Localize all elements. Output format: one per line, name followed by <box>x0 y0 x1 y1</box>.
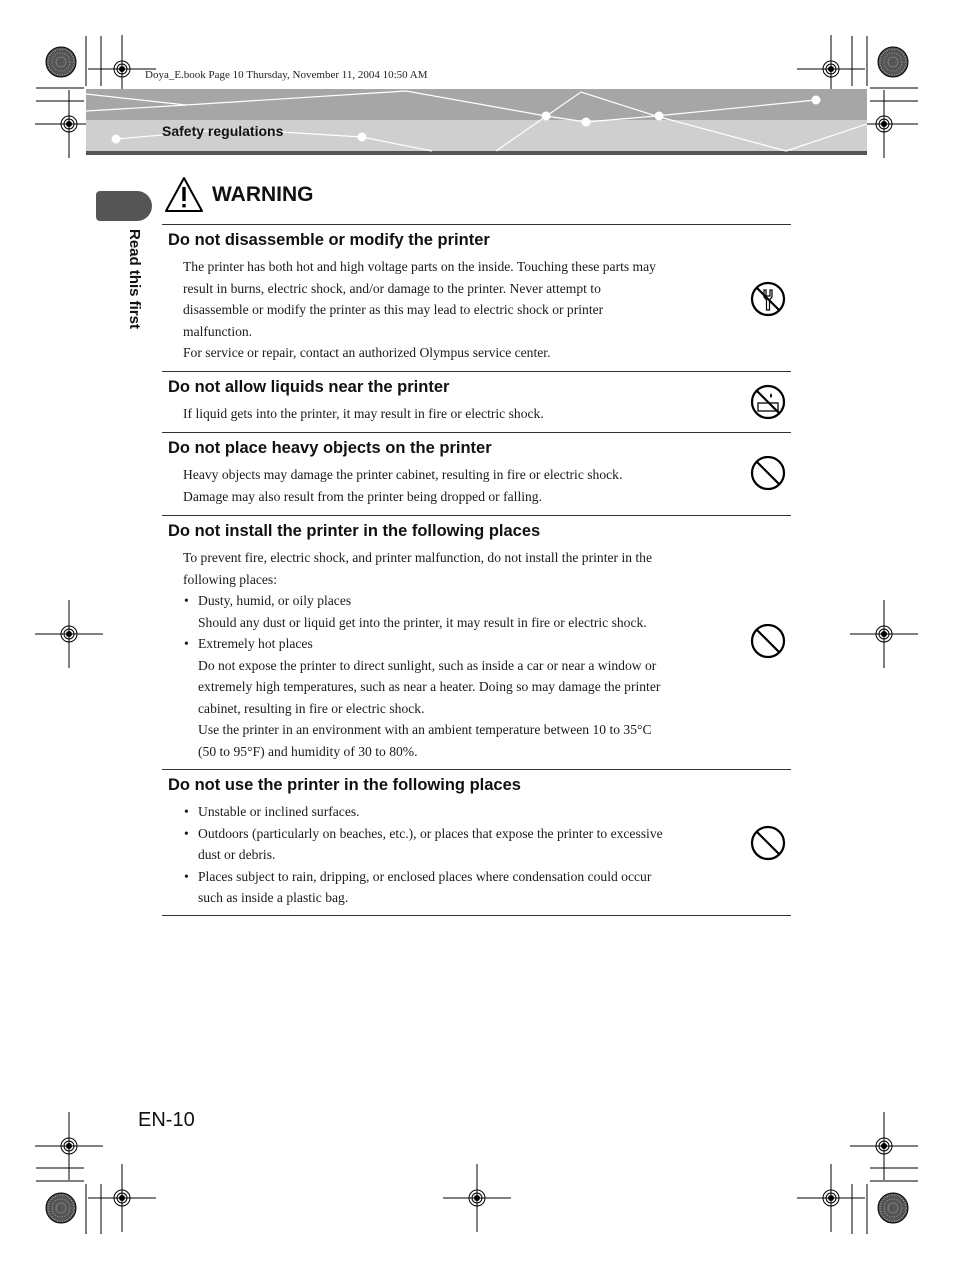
bullet-item: • Unstable or inclined surfaces. <box>183 801 693 823</box>
section-title: Do not disassemble or modify the printer <box>168 231 490 249</box>
registration-mark <box>850 1112 918 1180</box>
registration-mark <box>35 600 103 668</box>
section-body <box>183 256 693 364</box>
page-number: EN-10 <box>138 1109 195 1131</box>
star-target-bottom-left <box>46 1193 76 1223</box>
warning-heading <box>164 175 314 215</box>
warning-section-use-places <box>162 769 791 916</box>
body-line: following places: <box>183 571 278 587</box>
star-target-top-right <box>878 47 908 77</box>
bullet-detail: extremely high temperatures, such as near a heater. Doing so may damage the printer <box>198 679 661 694</box>
star-target-bottom-right <box>878 1193 908 1223</box>
bullet-detail: Do not expose the printer to direct sunlight, such as inside a car or near a window or <box>198 657 657 673</box>
prohibited-icon <box>750 455 786 491</box>
body-line: malfunction. <box>183 323 253 339</box>
section-body <box>183 464 693 507</box>
bullet-detail: (50 to 95°F) and humidity of 30 to 80%. <box>198 743 418 759</box>
warning-section-install-places <box>162 515 791 769</box>
section-title: Do not install the printer in the following places <box>168 522 541 540</box>
section-title: Do not place heavy objects on the printer <box>168 439 492 457</box>
body-line: If liquid gets into the printer, it may result in fire or electric shock. <box>183 406 544 421</box>
section-body <box>183 403 693 425</box>
warning-title: WARNING <box>212 183 314 206</box>
no-liquids-icon <box>750 384 786 420</box>
registration-mark <box>850 600 918 668</box>
registration-mark <box>88 1164 156 1232</box>
registration-mark <box>797 1164 865 1232</box>
bullet-item: • Outdoors (particularly on beaches, etc.), or places that expose the printer to excessive <box>183 823 693 845</box>
bullet-item: • Dusty, humid, or oily places <box>183 590 693 612</box>
bullet-detail: dust or debris. <box>198 847 276 862</box>
prohibited-icon <box>750 825 786 861</box>
bullet-item: • Extremely hot places <box>183 633 693 655</box>
chapter-tab <box>96 191 152 221</box>
star-target-top-left <box>46 47 76 77</box>
warning-section-heavy-objects <box>162 432 791 515</box>
file-info-line: Doya_E.book Page 10 Thursday, November 11, 2004 10:50 AM <box>145 69 428 81</box>
bullet-detail: cabinet, resulting in fire or electric shock. <box>198 700 425 716</box>
registration-mark <box>443 1164 511 1232</box>
body-line: Damage may also result from the printer being dropped or falling. <box>183 488 542 504</box>
warning-section-disassemble <box>162 224 791 371</box>
body-line: The printer has both hot and high voltage parts on the inside. Touching these parts may <box>183 259 656 274</box>
prohibited-icon <box>750 623 786 659</box>
section-title: Do not allow liquids near the printer <box>168 378 450 396</box>
body-line: disassemble or modify the printer as this may lead to electric shock or printer <box>183 302 604 317</box>
body-line: result in burns, electric shock, and/or damage to the printer. Never attempt to <box>183 280 601 296</box>
warning-triangle-icon <box>164 176 204 214</box>
header-section-title: Safety regulations <box>162 123 284 139</box>
registration-mark <box>35 1112 103 1180</box>
no-disassembly-icon <box>750 281 786 317</box>
bullet-detail: Use the printer in an environment with an ambient temperature between 10 to 35°C <box>198 722 652 737</box>
bullet-item: • Places subject to rain, dripping, or enclosed places where condensation could occur <box>183 866 693 888</box>
body-line: For service or repair, contact an authorized Olympus service center. <box>183 345 551 360</box>
warning-section-liquids <box>162 371 791 432</box>
section-body <box>183 801 693 909</box>
body-line: Heavy objects may damage the printer cabinet, resulting in fire or electric shock. <box>183 467 623 482</box>
body-line: To prevent fire, electric shock, and printer malfunction, do not install the printer in the <box>183 550 653 565</box>
header-banner <box>86 89 867 155</box>
bullet-detail: Should any dust or liquid get into the printer, it may result in fire or electric shock. <box>198 614 647 630</box>
bullet-detail: such as inside a plastic bag. <box>198 890 349 905</box>
section-title: Do not use the printer in the following places <box>168 776 521 794</box>
chapter-tab-label: Read this first <box>126 229 143 330</box>
section-body <box>183 547 693 762</box>
